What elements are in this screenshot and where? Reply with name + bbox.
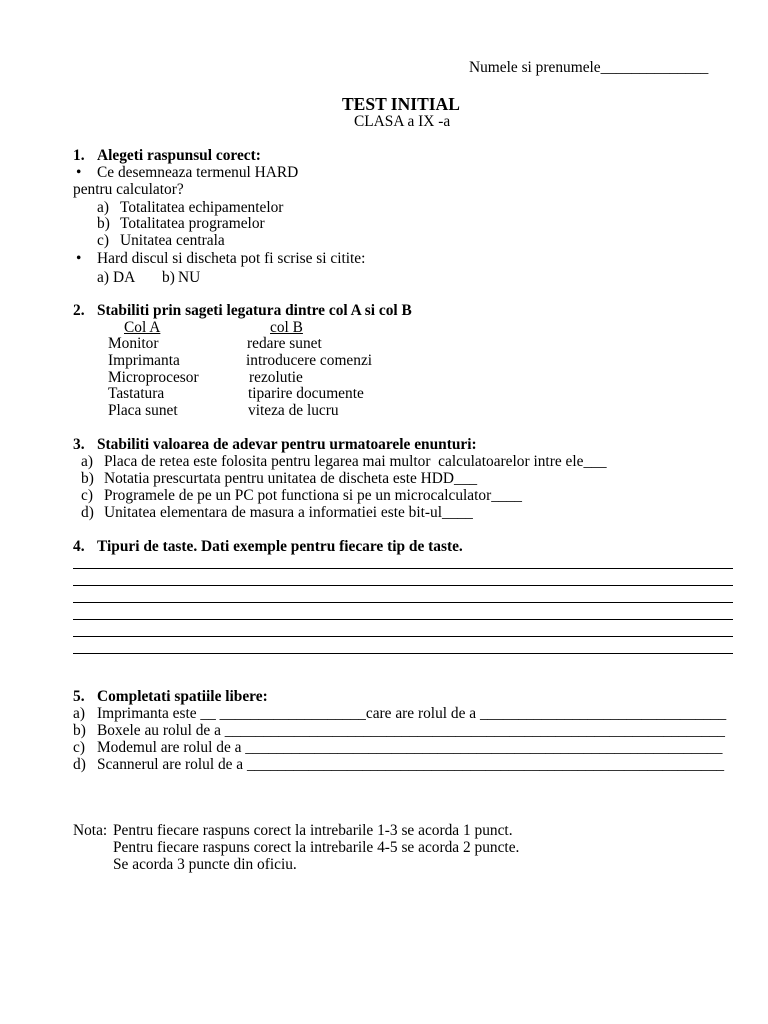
- question-2-heading: Stabiliti prin sageti legatura dintre col A si col B: [97, 302, 412, 319]
- col-a-item: Monitor: [108, 335, 159, 352]
- note-line: Se acorda 3 puncte din oficiu.: [113, 856, 297, 873]
- blank-label: d): [73, 756, 86, 773]
- question-4-number: 4.: [73, 538, 85, 555]
- bullet-icon: •: [76, 250, 82, 267]
- blank-label: c): [73, 739, 85, 756]
- bullet-icon: •: [76, 164, 82, 181]
- option-label: b): [97, 215, 110, 232]
- class-subtitle: CLASA a IX -a: [354, 113, 451, 130]
- option-label: c): [97, 232, 109, 249]
- statement-text: Notatia prescurtata pentru unitatea de discheta este HDD___: [104, 470, 478, 487]
- blank-text: Boxele au rolul de a _________________________________________________________________: [97, 722, 725, 739]
- option-label: a): [97, 199, 109, 216]
- option-text: DA: [113, 269, 136, 286]
- option-text: Totalitatea programelor: [120, 215, 265, 232]
- option-text: Unitatea centrala: [120, 232, 225, 249]
- question-3-number: 3.: [73, 436, 85, 453]
- note-label: Nota:: [73, 822, 108, 839]
- statement-label: a): [81, 453, 93, 470]
- answer-line: [73, 585, 733, 586]
- option-text: Totalitatea echipamentelor: [120, 199, 284, 216]
- blank-text: Scannerul are rolul de a ______________________________________________________________: [97, 756, 725, 773]
- option-text: NU: [178, 269, 201, 286]
- answer-line: [73, 568, 733, 569]
- col-a-item: Tastatura: [108, 385, 165, 402]
- student-name-field: Numele si prenumele______________: [469, 59, 709, 76]
- col-a-item: Microprocesor: [108, 369, 199, 386]
- statement-label: c): [81, 487, 93, 504]
- answer-line: [73, 636, 733, 637]
- page-title: TEST INITIAL: [342, 94, 460, 114]
- col-b-item: introducere comenzi: [246, 352, 373, 369]
- note-line: Pentru fiecare raspuns corect la intrebarile 1-3 se acorda 1 punct.: [113, 822, 513, 839]
- col-a-header: Col A: [124, 319, 161, 336]
- statement-text: Unitatea elementara de masura a informatiei este bit-ul____: [104, 504, 473, 521]
- question-1-heading: Alegeti raspunsul corect:: [97, 147, 261, 164]
- col-b-item: redare sunet: [247, 335, 322, 352]
- question-1-number: 1.: [73, 147, 85, 164]
- statement-text: Programele de pe un PC pot functiona si pe un microcalculator____: [104, 487, 523, 504]
- question-5-heading: Completati spatiile libere:: [97, 688, 268, 705]
- option-label: b): [162, 269, 175, 286]
- col-b-item: rezolutie: [249, 369, 303, 386]
- question-1-item-1-prompt-continued: pentru calculator?: [73, 181, 184, 198]
- option-label: a): [97, 269, 109, 286]
- note-line: Pentru fiecare raspuns corect la intrebarile 4-5 se acorda 2 puncte.: [113, 839, 520, 856]
- col-b-item: tiparire documente: [248, 385, 364, 402]
- question-1-item-1-prompt: Ce desemneaza termenul HARD: [97, 164, 299, 181]
- col-a-item: Imprimanta: [108, 352, 180, 369]
- col-b-header: col B: [270, 319, 303, 336]
- question-1-item-2-prompt: Hard discul si discheta pot fi scrise si citite:: [97, 250, 366, 267]
- question-4-heading: Tipuri de taste. Dati exemple pentru fiecare tip de taste.: [97, 538, 463, 555]
- col-b-item: viteza de lucru: [248, 402, 339, 419]
- question-5-number: 5.: [73, 688, 85, 705]
- question-2-number: 2.: [73, 302, 85, 319]
- statement-label: b): [81, 470, 94, 487]
- col-a-item: Placa sunet: [108, 402, 178, 419]
- blank-text: Imprimanta este __ ___________________care are rolul de a ________________________________: [97, 705, 727, 722]
- blank-label: b): [73, 722, 86, 739]
- answer-line: [73, 602, 733, 603]
- statement-label: d): [81, 504, 94, 521]
- question-3-heading: Stabiliti valoarea de adevar pentru urmatoarele enunturi:: [97, 436, 477, 453]
- blank-text: Modemul are rolul de a ______________________________________________________________: [97, 739, 723, 756]
- statement-text: Placa de retea este folosita pentru legarea mai multor calculatoarelor intre ele___: [104, 453, 607, 470]
- answer-line: [73, 619, 733, 620]
- answer-line: [73, 653, 733, 654]
- blank-label: a): [73, 705, 85, 722]
